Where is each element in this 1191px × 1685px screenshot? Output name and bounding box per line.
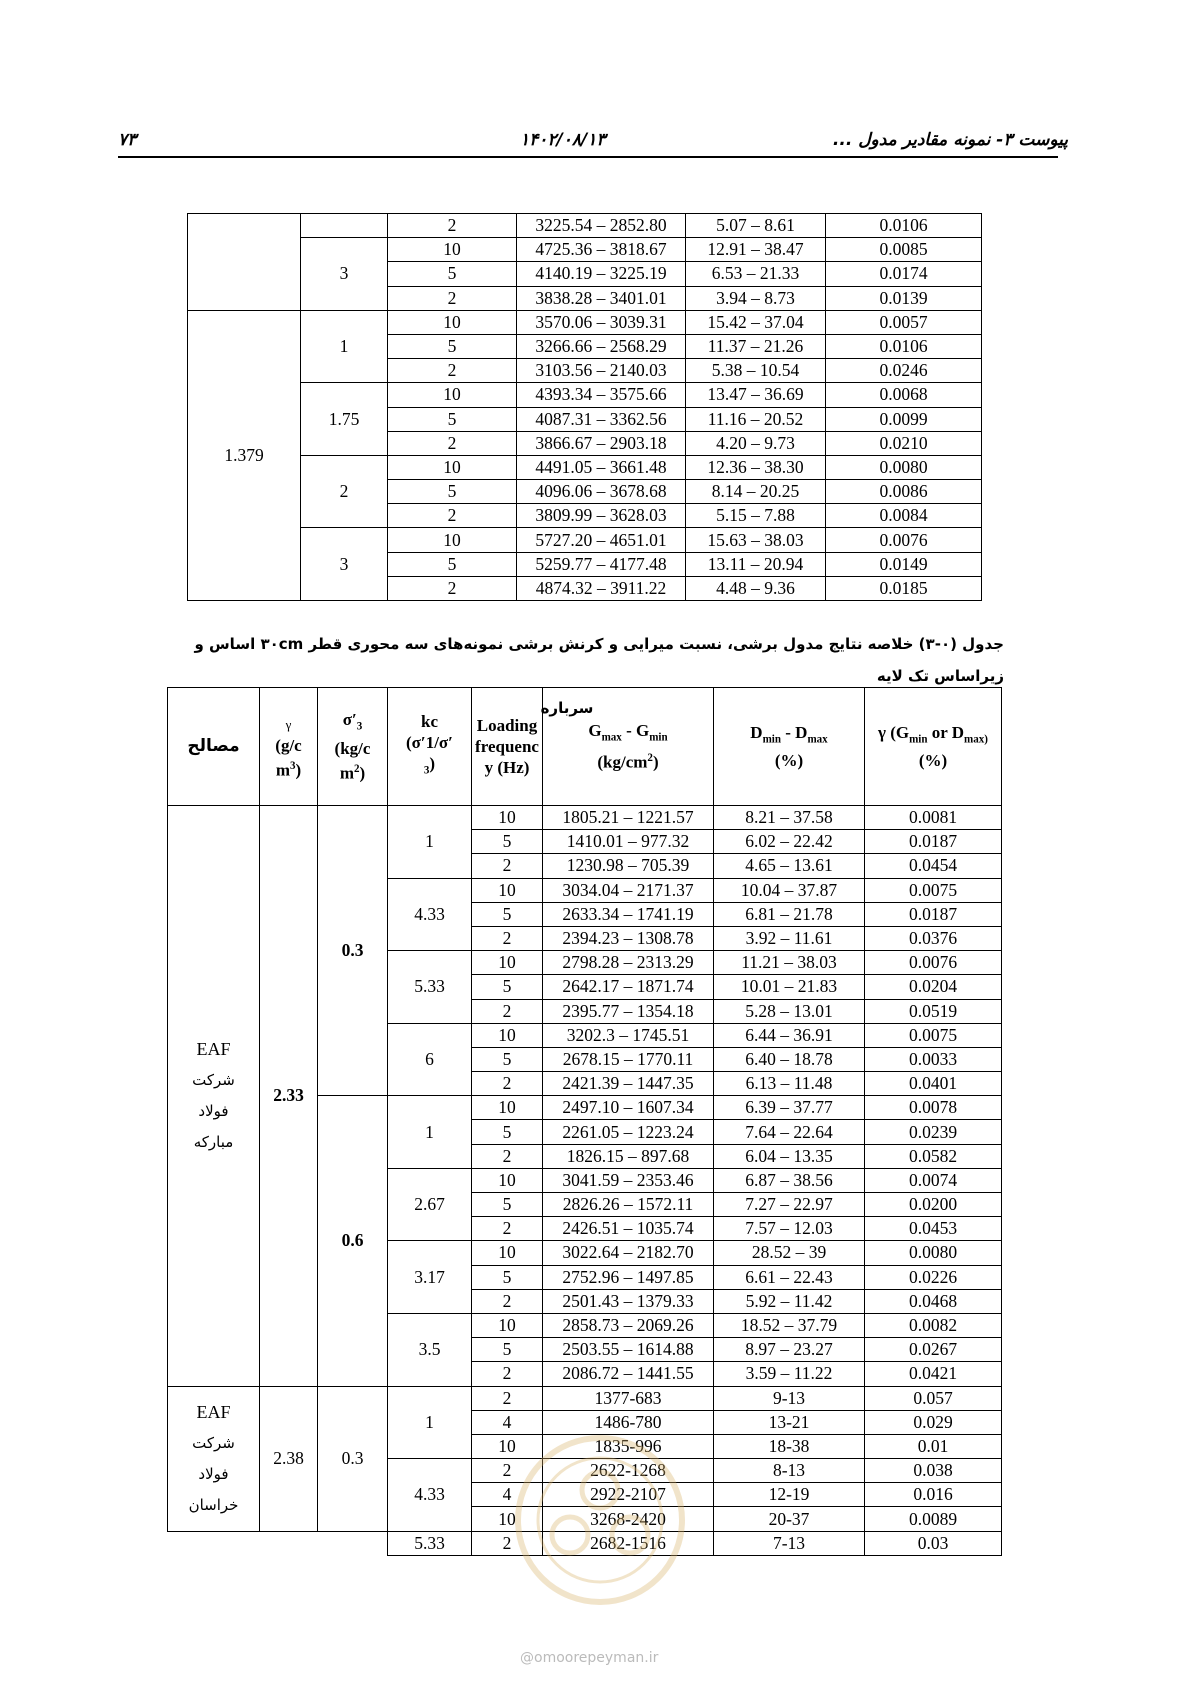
cell-strain: 0.0401 <box>865 1072 1002 1096</box>
cell-d-range: 5.38 – 10.54 <box>686 359 826 383</box>
cell-frequency: 2 <box>472 926 543 950</box>
cell-d-range: 15.42 – 37.04 <box>686 310 826 334</box>
cell-d-range: 6.13 – 11.48 <box>714 1072 865 1096</box>
header-rule <box>118 156 1058 158</box>
cell-g-range: 4725.36 – 3818.67 <box>517 238 686 262</box>
cell-d-range: 4.48 – 9.36 <box>686 576 826 600</box>
cell-kc: 1 <box>388 1096 472 1169</box>
cell-frequency: 5 <box>388 407 517 431</box>
cell-confining-stress: 0.3 <box>318 806 388 1096</box>
table-continuation <box>187 213 982 601</box>
cell-frequency: 10 <box>472 1096 543 1120</box>
watermark-text: @omoorepeyman.ir <box>520 1650 659 1666</box>
cell-g-range: 3022.64 – 2182.70 <box>543 1241 714 1265</box>
cell-g-range: 1377-683 <box>543 1386 714 1410</box>
cell-kc: 4.33 <box>388 1459 472 1532</box>
cell-strain: 0.0210 <box>826 431 982 455</box>
table-row <box>188 383 982 407</box>
cell-confining-stress: 0.6 <box>318 1096 388 1386</box>
col-d-range: $D_{min} - D_{max}$ (%) <box>714 688 865 806</box>
table-header-row <box>168 688 1002 806</box>
cell-frequency: 2 <box>472 1531 543 1555</box>
cell-frequency: 4 <box>472 1410 543 1434</box>
cell-strain: 0.0033 <box>865 1047 1002 1071</box>
cell-d-range: 8-13 <box>714 1459 865 1483</box>
cell-g-range: 2682-1516 <box>543 1531 714 1555</box>
cell-group: 1.379 <box>188 310 301 600</box>
cell-strain: 0.0187 <box>865 830 1002 854</box>
cell-strain: 0.0106 <box>826 214 982 238</box>
table-row <box>188 455 982 479</box>
cell-frequency: 5 <box>472 1120 543 1144</box>
cell-frequency: 2 <box>472 1289 543 1313</box>
seal-icon <box>500 1430 700 1610</box>
cell-frequency: 2 <box>388 576 517 600</box>
cell-kc: 2.67 <box>388 1168 472 1241</box>
header-title: پیوست ۳- نمونه مقادیر مدول ... <box>832 130 1068 150</box>
cell-g-range: 2501.43 – 1379.33 <box>543 1289 714 1313</box>
table-row <box>188 310 982 334</box>
cell-g-range: 1835-996 <box>543 1434 714 1458</box>
cell-kc: 5.33 <box>388 951 472 1024</box>
cell-d-range: 11.16 – 20.52 <box>686 407 826 431</box>
cell-strain: 0.0068 <box>826 383 982 407</box>
cell-strain: 0.0376 <box>865 926 1002 950</box>
cell-strain: 0.0421 <box>865 1362 1002 1386</box>
cell-kc: 3 <box>301 238 388 311</box>
cell-d-range: 6.04 – 13.35 <box>714 1144 865 1168</box>
cell-kc: 5.33 <box>388 1531 472 1555</box>
cell-g-range: 4491.05 – 3661.48 <box>517 455 686 479</box>
cell-strain: 0.0226 <box>865 1265 1002 1289</box>
cell-d-range: 6.39 – 37.77 <box>714 1096 865 1120</box>
cell-strain: 0.0200 <box>865 1193 1002 1217</box>
cell-frequency: 5 <box>472 1193 543 1217</box>
cell-material: EAF شرکت فولاد خراسان <box>168 1386 260 1531</box>
cell-frequency: 5 <box>388 552 517 576</box>
cell-frequency: 10 <box>388 528 517 552</box>
cell-strain: 0.0076 <box>865 951 1002 975</box>
cell-g-range: 2395.77 – 1354.18 <box>543 999 714 1023</box>
cell-d-range: 11.21 – 38.03 <box>714 951 865 975</box>
cell-g-range: 4874.32 – 3911.22 <box>517 576 686 600</box>
cell-empty <box>260 1531 318 1555</box>
cell-d-range: 3.92 – 11.61 <box>714 926 865 950</box>
cell-strain: 0.0185 <box>826 576 982 600</box>
caption-line-2: سرباره <box>540 699 594 717</box>
cell-strain: 0.0080 <box>826 455 982 479</box>
cell-d-range: 6.40 – 18.78 <box>714 1047 865 1071</box>
cell-kc: 1 <box>388 806 472 879</box>
cell-kc: 3.17 <box>388 1241 472 1314</box>
col-kc: kc (σ′1/σ′ $_3$) <box>388 688 472 806</box>
cell-g-range: 1486-780 <box>543 1410 714 1434</box>
cell-d-range: 11.37 – 21.26 <box>686 334 826 358</box>
cell-kc: 3.5 <box>388 1313 472 1386</box>
cell-strain: 0.0139 <box>826 286 982 310</box>
cell-g-range: 3266.66 – 2568.29 <box>517 334 686 358</box>
cell-strain: 0.0076 <box>826 528 982 552</box>
cell-g-range: 3034.04 – 2171.37 <box>543 878 714 902</box>
cell-frequency: 2 <box>388 431 517 455</box>
cell-strain: 0.01 <box>865 1434 1002 1458</box>
cell-g-range: 2421.39 – 1447.35 <box>543 1072 714 1096</box>
cell-g-range: 1230.98 – 705.39 <box>543 854 714 878</box>
col-loading-frequency: Loading frequency (Hz) <box>472 688 543 806</box>
cell-g-range: 3809.99 – 3628.03 <box>517 504 686 528</box>
cell-frequency: 10 <box>472 1507 543 1531</box>
cell-kc: 6 <box>388 1023 472 1096</box>
cell-d-range: 7.64 – 22.64 <box>714 1120 865 1144</box>
cell-d-range: 13.47 – 36.69 <box>686 383 826 407</box>
cell-confining-stress: 0.3 <box>318 1386 388 1531</box>
cell-g-range: 3103.56 – 2140.03 <box>517 359 686 383</box>
cell-strain: 0.0187 <box>865 902 1002 926</box>
cell-d-range: 28.52 – 39 <box>714 1241 865 1265</box>
table-row <box>188 528 982 552</box>
table-row <box>188 214 982 238</box>
cell-strain: 0.0246 <box>826 359 982 383</box>
cell-g-range: 2426.51 – 1035.74 <box>543 1217 714 1241</box>
cell-d-range: 5.92 – 11.42 <box>714 1289 865 1313</box>
cell-frequency: 10 <box>472 1168 543 1192</box>
cell-g-range: 3268-2420 <box>543 1507 714 1531</box>
cell-frequency: 2 <box>388 286 517 310</box>
cell-frequency: 5 <box>472 1338 543 1362</box>
cell-d-range: 3.94 – 8.73 <box>686 286 826 310</box>
cell-g-range: 2086.72 – 1441.55 <box>543 1362 714 1386</box>
cell-strain: 0.0204 <box>865 975 1002 999</box>
cell-d-range: 20-37 <box>714 1507 865 1531</box>
col-shear-strain: γ ($G_{min}$ or $D_{max)}$ (%) <box>865 688 1002 806</box>
cell-frequency: 5 <box>472 902 543 926</box>
cell-d-range: 15.63 – 38.03 <box>686 528 826 552</box>
cell-strain: 0.0082 <box>865 1313 1002 1337</box>
cell-d-range: 12.91 – 38.47 <box>686 238 826 262</box>
cell-frequency: 5 <box>388 480 517 504</box>
cell-frequency: 2 <box>472 999 543 1023</box>
cell-frequency: 2 <box>472 1217 543 1241</box>
cell-strain: 0.057 <box>865 1386 1002 1410</box>
cell-strain: 0.0057 <box>826 310 982 334</box>
cell-d-range: 4.65 – 13.61 <box>714 854 865 878</box>
cell-d-range: 10.01 – 21.83 <box>714 975 865 999</box>
cell-d-range: 12.36 – 38.30 <box>686 455 826 479</box>
table-row <box>168 806 1002 830</box>
cell-frequency: 10 <box>472 878 543 902</box>
cell-frequency: 10 <box>472 1313 543 1337</box>
cell-strain: 0.0582 <box>865 1144 1002 1168</box>
cell-g-range: 4140.19 – 3225.19 <box>517 262 686 286</box>
cell-g-range: 2858.73 – 2069.26 <box>543 1313 714 1337</box>
cell-strain: 0.0454 <box>865 854 1002 878</box>
cell-g-range: 3866.67 – 2903.18 <box>517 431 686 455</box>
cell-strain: 0.029 <box>865 1410 1002 1434</box>
cell-d-range: 4.20 – 9.73 <box>686 431 826 455</box>
cell-strain: 0.0099 <box>826 407 982 431</box>
cell-strain: 0.0519 <box>865 999 1002 1023</box>
cell-d-range: 6.53 – 21.33 <box>686 262 826 286</box>
cell-g-range: 2678.15 – 1770.11 <box>543 1047 714 1071</box>
cell-d-range: 6.61 – 22.43 <box>714 1265 865 1289</box>
cell-frequency: 10 <box>388 455 517 479</box>
cell-g-range: 5259.77 – 4177.48 <box>517 552 686 576</box>
cell-strain: 0.0085 <box>826 238 982 262</box>
cell-d-range: 8.21 – 37.58 <box>714 806 865 830</box>
cell-strain: 0.0239 <box>865 1120 1002 1144</box>
cell-g-range: 4087.31 – 3362.56 <box>517 407 686 431</box>
col-density: γ (g/c $m^3$) <box>260 688 318 806</box>
cell-g-range: 4096.06 – 3678.68 <box>517 480 686 504</box>
cell-empty <box>168 1531 260 1555</box>
cell-g-range: 1410.01 – 977.32 <box>543 830 714 854</box>
cell-frequency: 2 <box>388 359 517 383</box>
cell-strain: 0.0468 <box>865 1289 1002 1313</box>
cell-frequency: 2 <box>472 1386 543 1410</box>
table-row <box>188 238 982 262</box>
cell-g-range: 1805.21 – 1221.57 <box>543 806 714 830</box>
header-date: ۱۴۰۲/۰۸/۱۳ <box>520 130 606 150</box>
cell-frequency: 5 <box>388 334 517 358</box>
cell-d-range: 5.15 – 7.88 <box>686 504 826 528</box>
cell-strain: 0.0086 <box>826 480 982 504</box>
cell-g-range: 1826.15 – 897.68 <box>543 1144 714 1168</box>
cell-strain: 0.016 <box>865 1483 1002 1507</box>
cell-d-range: 10.04 – 37.87 <box>714 878 865 902</box>
cell-g-range: 2826.26 – 1572.11 <box>543 1193 714 1217</box>
cell-g-range: 3041.59 – 2353.46 <box>543 1168 714 1192</box>
cell-g-range: 3570.06 – 3039.31 <box>517 310 686 334</box>
col-material: مصالح <box>168 688 260 806</box>
cell-strain: 0.0089 <box>865 1507 1002 1531</box>
cell-g-range: 2798.28 – 2313.29 <box>543 951 714 975</box>
table-modulus-results <box>167 687 1002 1556</box>
cell-g-range: 3202.3 – 1745.51 <box>543 1023 714 1047</box>
cell-d-range: 7.27 – 22.97 <box>714 1193 865 1217</box>
caption-line-1: جدول (۰-۳) خلاصه نتایج مدول برشی، نسبت میرایی و کرنش برشی نمونه‌های سه محوری قطر ۳۰cm اساس و زیراساس تک لایه <box>194 635 1004 685</box>
cell-frequency: 5 <box>472 830 543 854</box>
cell-g-range: 2394.23 – 1308.78 <box>543 926 714 950</box>
cell-strain: 0.0080 <box>865 1241 1002 1265</box>
cell-d-range: 18.52 – 37.79 <box>714 1313 865 1337</box>
cell-frequency: 10 <box>472 951 543 975</box>
cell-strain: 0.0081 <box>865 806 1002 830</box>
cell-frequency: 2 <box>472 854 543 878</box>
cell-d-range: 5.28 – 13.01 <box>714 999 865 1023</box>
cell-frequency: 2 <box>472 1459 543 1483</box>
cell-g-range: 2261.05 – 1223.24 <box>543 1120 714 1144</box>
cell-d-range: 7-13 <box>714 1531 865 1555</box>
cell-g-range: 2752.96 – 1497.85 <box>543 1265 714 1289</box>
cell-g-range: 3225.54 – 2852.80 <box>517 214 686 238</box>
cell-strain: 0.0174 <box>826 262 982 286</box>
cell-strain: 0.038 <box>865 1459 1002 1483</box>
cell-g-range: 4393.34 – 3575.66 <box>517 383 686 407</box>
cell-empty <box>318 1531 388 1555</box>
cell-frequency: 10 <box>472 1434 543 1458</box>
cell-g-range: 5727.20 – 4651.01 <box>517 528 686 552</box>
cell-strain: 0.0078 <box>865 1096 1002 1120</box>
cell-d-range: 6.02 – 22.42 <box>714 830 865 854</box>
cell-frequency: 10 <box>472 1023 543 1047</box>
cell-frequency: 10 <box>388 238 517 262</box>
cell-material: EAF شرکت فولاد مبارکه <box>168 806 260 1387</box>
cell-density: 2.38 <box>260 1386 318 1531</box>
table-row <box>168 1386 1002 1410</box>
cell-d-range: 6.87 – 38.56 <box>714 1168 865 1192</box>
cell-kc: 2 <box>301 455 388 528</box>
cell-frequency: 2 <box>388 504 517 528</box>
cell-d-range: 13-21 <box>714 1410 865 1434</box>
cell-kc: 3 <box>301 528 388 601</box>
cell-g-range: 3838.28 – 3401.01 <box>517 286 686 310</box>
cell-frequency: 5 <box>472 1047 543 1071</box>
cell-kc: 4.33 <box>388 878 472 951</box>
cell-frequency: 10 <box>472 806 543 830</box>
cell-d-range: 6.81 – 21.78 <box>714 902 865 926</box>
cell-frequency: 2 <box>472 1362 543 1386</box>
cell-group <box>188 214 301 311</box>
cell-frequency: 4 <box>472 1483 543 1507</box>
cell-d-range: 5.07 – 8.61 <box>686 214 826 238</box>
cell-g-range: 2922-2107 <box>543 1483 714 1507</box>
cell-strain: 0.0084 <box>826 504 982 528</box>
cell-d-range: 3.59 – 11.22 <box>714 1362 865 1386</box>
cell-d-range: 6.44 – 36.91 <box>714 1023 865 1047</box>
cell-frequency: 2 <box>472 1072 543 1096</box>
cell-frequency: 10 <box>388 310 517 334</box>
cell-kc: 1.75 <box>301 383 388 456</box>
col-g-range: $G_{max} - G_{min}$ $(kg/cm^2)$ <box>543 688 714 806</box>
cell-d-range: 13.11 – 20.94 <box>686 552 826 576</box>
cell-frequency: 10 <box>472 1241 543 1265</box>
cell-d-range: 7.57 – 12.03 <box>714 1217 865 1241</box>
cell-strain: 0.0106 <box>826 334 982 358</box>
cell-strain: 0.0074 <box>865 1168 1002 1192</box>
cell-g-range: 2503.55 – 1614.88 <box>543 1338 714 1362</box>
cell-g-range: 2633.34 – 1741.19 <box>543 902 714 926</box>
cell-strain: 0.0075 <box>865 878 1002 902</box>
cell-strain: 0.0075 <box>865 1023 1002 1047</box>
cell-frequency: 10 <box>388 383 517 407</box>
cell-frequency: 2 <box>472 1144 543 1168</box>
cell-strain: 0.03 <box>865 1531 1002 1555</box>
table-continuation-body <box>188 214 982 601</box>
cell-d-range: 9-13 <box>714 1386 865 1410</box>
cell-d-range: 8.97 – 23.27 <box>714 1338 865 1362</box>
cell-frequency: 5 <box>388 262 517 286</box>
cell-strain: 0.0267 <box>865 1338 1002 1362</box>
cell-d-range: 18-38 <box>714 1434 865 1458</box>
cell-frequency: 5 <box>472 975 543 999</box>
cell-g-range: 2642.17 – 1871.74 <box>543 975 714 999</box>
cell-frequency: 5 <box>472 1265 543 1289</box>
cell-kc: 1 <box>301 310 388 383</box>
cell-strain: 0.0453 <box>865 1217 1002 1241</box>
cell-g-range: 2497.10 – 1607.34 <box>543 1096 714 1120</box>
page-number: ۷۳ <box>118 130 137 150</box>
cell-density: 2.33 <box>260 806 318 1387</box>
cell-kc <box>301 214 388 238</box>
cell-kc: 1 <box>388 1386 472 1459</box>
cell-d-range: 8.14 – 20.25 <box>686 480 826 504</box>
cell-strain: 0.0149 <box>826 552 982 576</box>
cell-g-range: 2622-1268 <box>543 1459 714 1483</box>
col-confining-stress: $\sigma'_3$ (kg/c $m^2$) <box>318 688 388 806</box>
cell-d-range: 12-19 <box>714 1483 865 1507</box>
cell-frequency: 2 <box>388 214 517 238</box>
